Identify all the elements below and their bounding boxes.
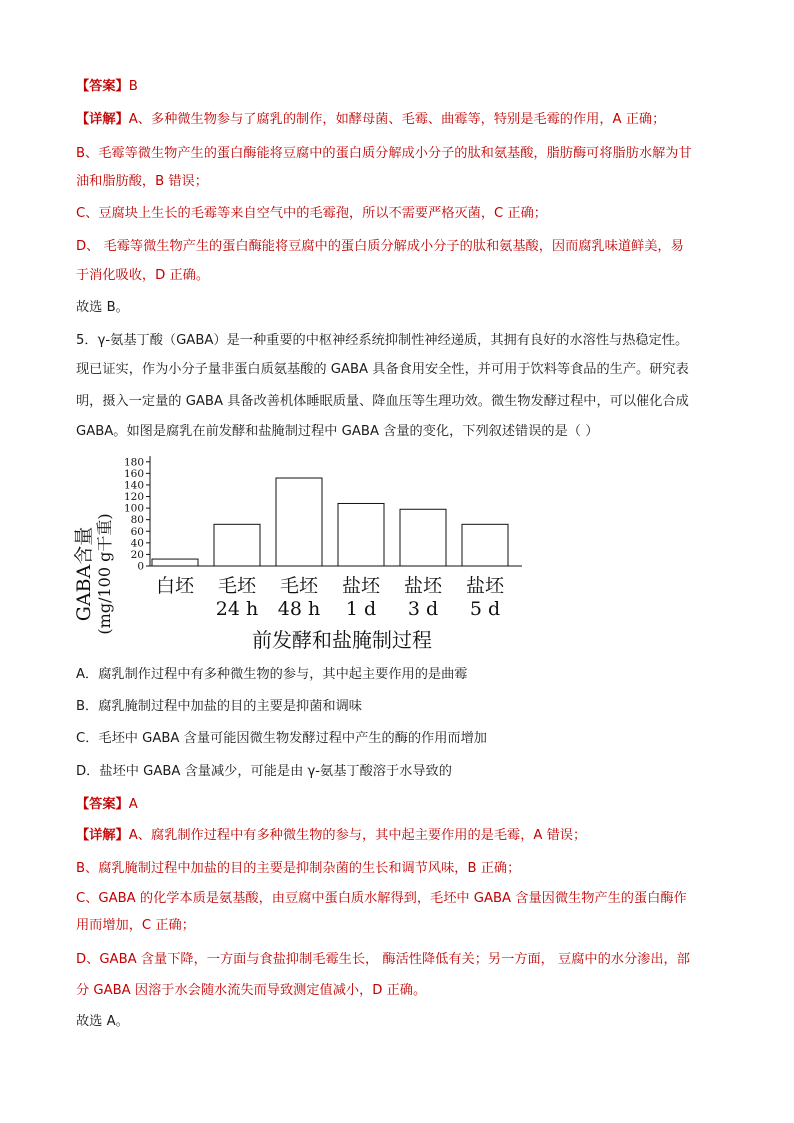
- y-tick-label: 160: [123, 467, 144, 480]
- detail-line: D、 毛霉等微生物产生的蛋白酶能将豆腐中的蛋白质分解成小分子的肽和氨基酸，因而腐乳味道鲜美，易: [76, 239, 684, 254]
- answer-line-2: [76, 795, 138, 815]
- detail-tag: 【详解】: [76, 828, 129, 843]
- option-c: C．毛坯中 GABA 含量可能因微生物发酵过程中产生的酶的作用而增加: [76, 731, 487, 746]
- detail-line: C、豆腐块上生长的毛霉等来自空气中的毛霉孢，所以不需要严格灭菌，C 正确；: [76, 206, 547, 221]
- question-line: 5．γ-氨基丁酸（GABA）是一种重要的中枢神经系统抑制性神经递质，其拥有良好的水溶性与热稳定性。: [76, 333, 689, 348]
- y-ticks: [124, 456, 150, 572]
- bar: [400, 509, 446, 566]
- y-tick-label: 100: [123, 502, 144, 515]
- detail-line: 分 GABA 因溶于水会随水流失而导致测定值减小，D 正确。: [76, 983, 427, 998]
- y-axis-label-line1: GABA含量: [73, 526, 95, 622]
- y-tick-label: 140: [123, 479, 144, 492]
- bar: [152, 559, 198, 566]
- option-b: B．腐乳腌制过程中加盐的目的主要是抑菌和调味: [76, 699, 362, 714]
- detail-line: [76, 826, 586, 846]
- y-tick-label: 120: [123, 491, 144, 504]
- answer-tag: 【答案】: [76, 79, 129, 94]
- question-line: GABA。如图是腐乳在前发酵和盐腌制过程中 GABA 含量的变化，下列叙述错误的是（ ）: [76, 424, 599, 439]
- option-a: A．腐乳制作过程中有多种微生物的参与，其中起主要作用的是曲霉: [76, 667, 468, 682]
- x-tick-label: 白坯: [155, 575, 195, 597]
- question-line: 现已证实，作为小分子量非蛋白质氨基酸的 GABA 具备食用安全性，并可用于饮料等食品的生产。研究表: [76, 362, 689, 377]
- y-tick-label: 80: [130, 514, 144, 527]
- y-tick-label: 40: [130, 537, 144, 550]
- x-tick-label: 盐坯: [403, 575, 443, 597]
- x-tick-label: 毛坯: [217, 575, 257, 597]
- detail-text: A、腐乳制作过程中有多种微生物的参与，其中起主要作用的是毛霉，A 错误；: [128, 828, 587, 843]
- bar: [338, 503, 384, 566]
- detail-line: B、毛霉等微生物产生的蛋白酶能将豆腐中的蛋白质分解成小分子的肽和氨基酸，脂肪酶可将脂肪水解为甘: [76, 146, 692, 161]
- y-tick-label: 60: [130, 525, 144, 538]
- x-tick-label: 盐坯: [341, 575, 381, 597]
- conclusion-line: 故选 B。: [76, 300, 129, 315]
- option-d: D．盐坯中 GABA 含量减少，可能是由 γ-氨基丁酸溶于水导致的: [76, 764, 452, 779]
- detail-tag: 【详解】: [76, 112, 129, 127]
- x-tick-sublabel: 24 h: [215, 598, 259, 620]
- detail-line: B、腐乳腌制过程中加盐的目的主要是抑制杂菌的生长和调节风味，B 正确；: [76, 861, 521, 876]
- x-tick-label: 毛坯: [279, 575, 319, 597]
- x-tick-sublabel: 5 d: [469, 598, 501, 620]
- x-tick-sublabel: 3 d: [407, 598, 439, 620]
- question-line: 明，摄入一定量的 GABA 具备改善机体睡眠质量、降血压等生理功效。微生物发酵过程中，可以催化合成: [76, 394, 689, 409]
- detail-line: C、GABA 的化学本质是氨基酸，由豆腐中蛋白质水解得到，毛坯中 GABA 含量因微生物产生的蛋白酶作: [76, 891, 687, 906]
- bar: [276, 478, 322, 566]
- answer-line-1: [76, 77, 138, 97]
- detail-line: D、GABA 含量下降，一方面与食盐抑制毛霉生长， 酶活性降低有关；另一方面， 豆腐中的水分渗出，部: [76, 952, 690, 967]
- x-tick-sublabel: 1 d: [345, 598, 377, 620]
- conclusion-line: 故选 A。: [76, 1014, 129, 1029]
- y-tick-label: 180: [123, 456, 144, 469]
- detail-line: [76, 110, 665, 130]
- bar: [214, 524, 260, 566]
- bars: [152, 478, 508, 566]
- detail-line: 于消化吸收，D 正确。: [76, 268, 210, 283]
- y-tick-label: 0: [137, 560, 144, 573]
- x-tick-label: 盐坯: [465, 575, 505, 597]
- detail-line: 油和脂肪酸，B 错误；: [76, 174, 208, 189]
- gaba-bar-chart: [72, 454, 542, 654]
- answer-value: A: [128, 797, 138, 812]
- y-tick-label: 20: [130, 548, 144, 561]
- answer-tag: 【答案】: [76, 797, 129, 812]
- detail-text: A、多种微生物参与了腐乳的制作，如酵母菌、毛霉、曲霉等，特别是毛霉的作用，A 正确；: [128, 112, 666, 127]
- y-axis-label-line2: (mg/100 g干重): [95, 513, 114, 635]
- x-tick-sublabel: 48 h: [277, 598, 321, 620]
- x-tick-labels: [156, 575, 505, 620]
- x-axis-title: 前发酵和盐腌制过程: [252, 628, 432, 652]
- answer-value: B: [128, 79, 138, 94]
- bar: [462, 524, 508, 566]
- detail-line: 用而增加，C 正确；: [76, 918, 195, 933]
